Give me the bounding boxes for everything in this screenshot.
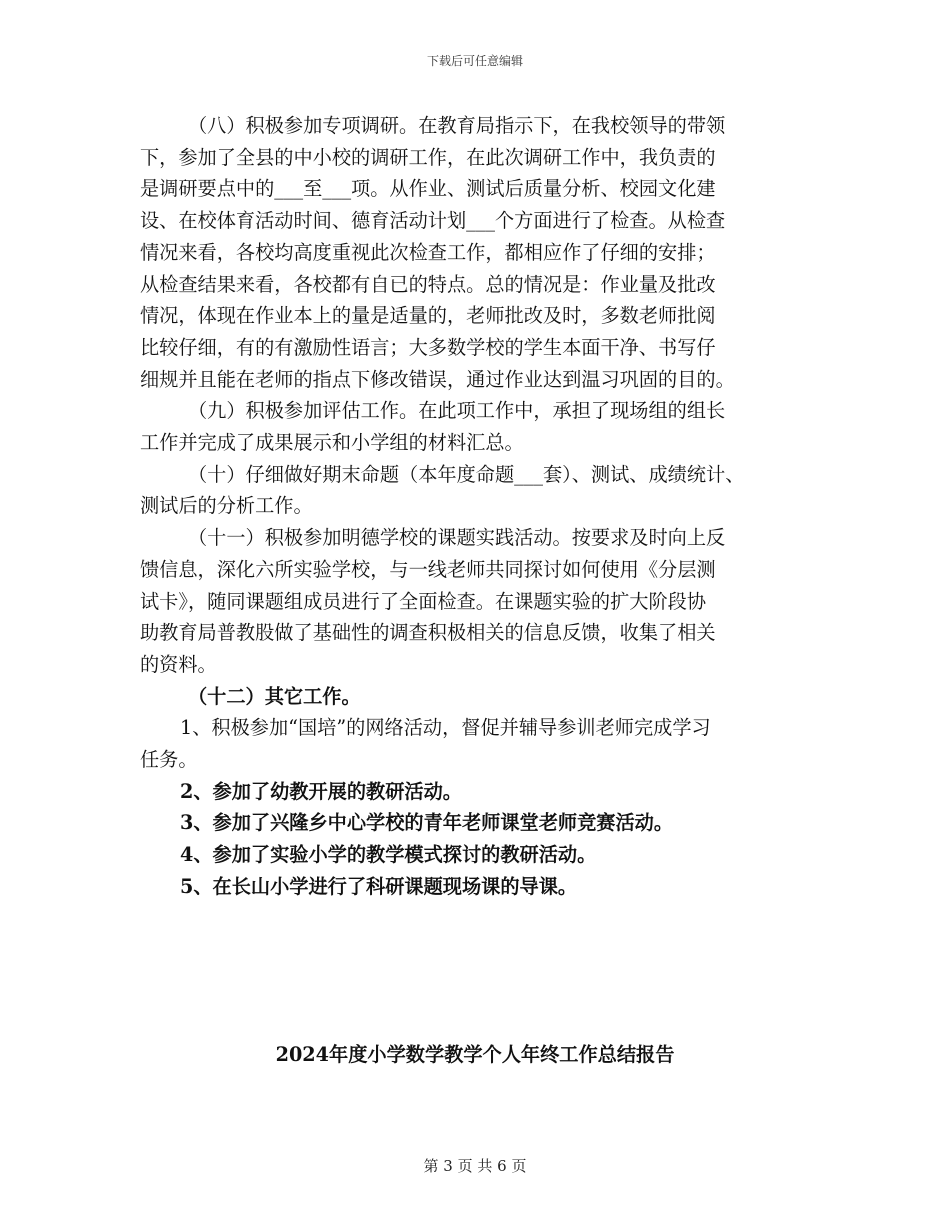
text-line: 馈信息，深化六所实验学校，与一线老师共同探讨如何使用《分层测 (140, 557, 716, 581)
text-line: 1、积极参加“国培”的网络活动，督促并辅导参训老师完成学习 (180, 716, 711, 740)
paragraph-8 (140, 110, 830, 395)
text-line: （八）积极参加专项调研。在教育局指示下，在我校领导的带领 (188, 114, 726, 137)
text-line: 测试后的分析工作。 (140, 494, 313, 518)
list-item-1 (140, 712, 830, 775)
text-line: （九）积极参加评估工作。在此项工作中，承担了现场组的组长 (188, 399, 726, 423)
page-header: 下载后可任意编辑 (426, 54, 523, 68)
document-title: 2024年度小学数学教学个人年终工作总结报告 (275, 1043, 675, 1066)
text-line: 工作并完成了成果展示和小学组的材料汇总。 (140, 431, 524, 455)
list-item-5 (140, 871, 830, 903)
text-line: （十一）积极参加明德学校的课题实践活动。按要求及时向上反 (188, 526, 726, 550)
text-line: 细规并且能在老师的指点下修改错误，通过作业达到温习巩固的目的。 (140, 367, 735, 391)
paragraph-9 (140, 395, 830, 458)
text-line: 比较仔细，有的有激励性语言；大多数学校的学生本面干净、书写仔 (140, 335, 716, 359)
text-line: 情况，体现在作业本上的量是适量的，老师批改及时，多数老师批阅 (140, 304, 716, 328)
text-line: 3、参加了兴隆乡中心学校的青年老师课堂老师竞赛活动。 (180, 811, 674, 835)
paragraph-10 (140, 459, 830, 522)
list-item-3 (140, 807, 830, 839)
text-line: 5、在长山小学进行了科研课题现场课的导课。 (180, 874, 578, 898)
text-line: （十）仔细做好期末命题（本年度命题___套）、测试、成绩统计、 (188, 462, 745, 486)
text-line: 从检查结果来看，各校都有自已的特点。总的情况是：作业量及批改 (140, 272, 716, 296)
text-line: 的资料。 (140, 652, 217, 676)
document-body (140, 110, 830, 903)
list-item-2 (140, 776, 830, 808)
text-line: 4、参加了实验小学的教学模式探讨的教研活动。 (180, 843, 597, 867)
text-line: 助教育局普教股做了基础性的调查积极相关的信息反馈，收集了相关 (140, 621, 716, 645)
text-line: 2、参加了幼教开展的教研活动。 (180, 779, 462, 803)
paragraph-11 (140, 522, 830, 681)
list-item-4 (140, 839, 830, 871)
text-line: 设、在校体育活动时间、德育活动计划___个方面进行了检查。从检查 (140, 209, 726, 233)
paragraph-12-heading (140, 681, 830, 713)
section-heading: （十二）其它工作。 (188, 684, 361, 708)
text-line: 任务。 (140, 748, 198, 772)
text-line: 下，参加了全县的中小校的调研工作，在此次调研工作中，我负责的 (140, 145, 716, 169)
page-footer: 第 3 页 共 6 页 (423, 1157, 527, 1175)
text-line: 情况来看，各校均高度重视此次检查工作，都相应作了仔细的安排； (140, 240, 716, 264)
text-line: 试卡》，随同课题组成员进行了全面检查。在课题实验的扩大阶段协 (140, 589, 707, 613)
text-line: 是调研要点中的___至___项。从作业、测试后质量分析、校园文化建 (140, 177, 716, 201)
